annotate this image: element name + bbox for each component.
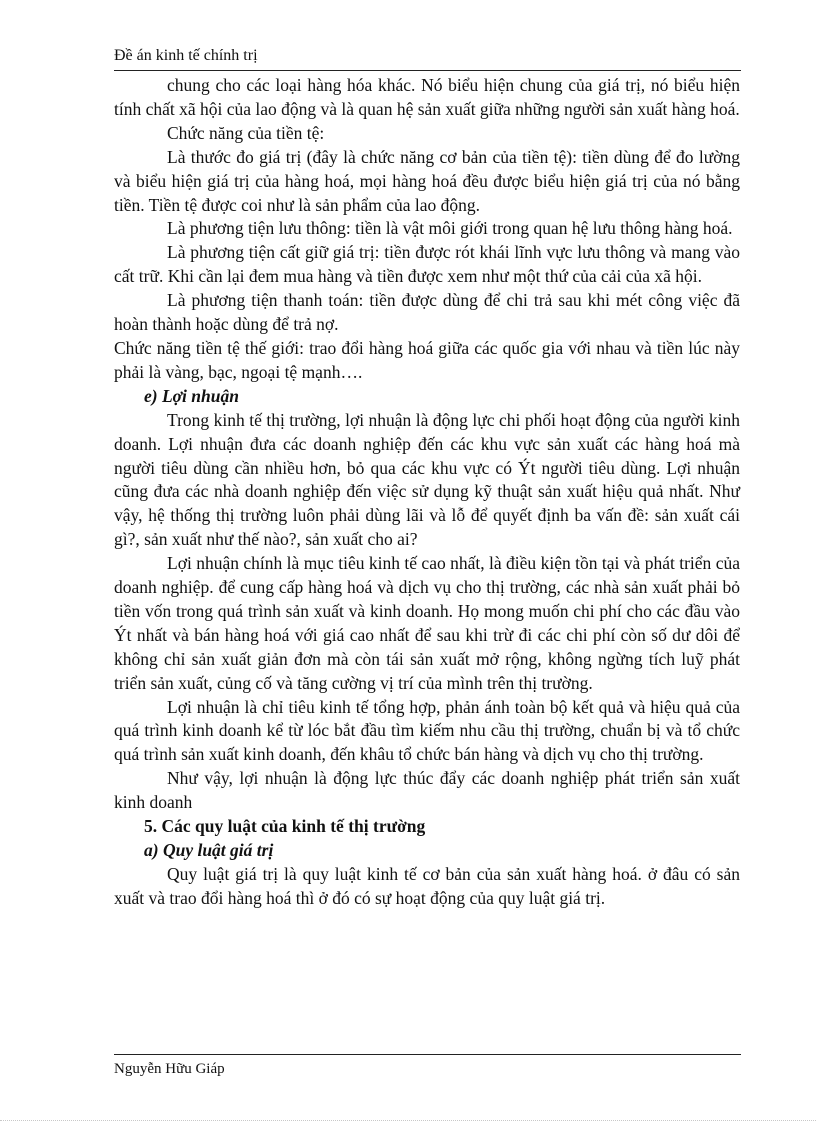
paragraph-measure-of-value: Là thước đo giá trị (đây là chức năng cơ bản của tiền tệ): tiền dùng để đo lường và biểu hiện giá trị của hàng hoá, mọi hàng hoá đều được biểu hiện giá trị của nó bằng tiền. Tiền tệ được coi như là sản phẩm của lao động. (114, 146, 740, 215)
paragraph-store-of-value: Là phương tiện cất giữ giá trị: tiền được rót khái lĩnh vực lưu thông và mang vào cất trữ. Khi cần lại đem mua hàng và tiền được xem như một thứ của cải của xã hội. (114, 242, 740, 287)
footer-rule (114, 1054, 741, 1055)
page-edge-divider (0, 1120, 816, 1121)
paragraph-profit-2: Lợi nhuận chính là mục tiêu kinh tế cao nhất, là điều kiện tồn tại và phát triển của doanh nghiệp. để cung cấp hàng hoá và dịch vụ cho thị trường, các nhà sản xuất phải bỏ tiền vốn trong quá trình sản xuất và kinh doanh. Họ mong muốn chi phí cho các đầu vào Ýt nhất và bán hàng hoá với giá cao nhất để sau khi trừ đi các chi phí còn số dư dôi để không chỉ sản xuất giản đơn mà còn tái sản xuất mở rộng, không ngừng tích luỹ phát triển sản xuất, củng cố và tăng cường vị trí của mình trên thị trường. (114, 553, 740, 693)
paragraph-circulation: Là phương tiện lưu thông: tiền là vật môi giới trong quan hệ lưu thông hàng hoá. (167, 218, 733, 239)
paragraph-profit-4: Như vậy, lợi nhuận là động lực thúc đẩy các doanh nghiệp phát triển sản xuất kinh doanh (114, 768, 740, 813)
paragraph-profit-1: Trong kinh tế thị trường, lợi nhuận là động lực chi phối hoạt động của người kinh doanh. Lợi nhuận đưa các doanh nghiệp đến các khu vực sản xuất các hàng hoá mà người tiêu dùng cần nhiều hơn, bỏ qua các khu vực có Ýt người tiêu dùng. Lợi nhuận cũng đưa các nhà doanh nghiệp đến việc sử dụng kỹ thuật sản xuất hiệu quả nhất. Như vậy, hệ thống thị trường luôn phải dùng lãi và lỗ để quyết định ba vấn đề: sản xuất cái gì?, sản xuất như thế nào?, sản xuất cho ai? (114, 409, 740, 550)
header-rule (114, 70, 741, 71)
paragraph-profit-3: Lợi nhuận là chỉ tiêu kinh tế tổng hợp, phản ánh toàn bộ kết quả và hiệu quả của quá trình kinh doanh kể từ lóc bắt đầu tìm kiếm nhu cầu thị trường, chuẩn bị và tổ chức quá trình sản xuất kinh doanh, đến khâu tổ chức bán hàng và dịch vụ cho thị trường. (114, 696, 740, 765)
section-heading-market-laws: 5. Các quy luật của kinh tế thị trường (144, 816, 426, 837)
paragraph-world-money: Chức năng tiền tệ thế giới: trao đổi hàng hoá giữa các quốc gia với nhau và tiền lúc này phải là vàng, bạc, ngoại tệ mạnh…. (114, 337, 740, 382)
section-heading-profit: e) Lợi nhuận (144, 385, 239, 406)
section-heading-law-of-value: a) Quy luật giá trị (144, 840, 274, 860)
page-footer-author: Nguyễn Hữu Giáp (114, 1061, 225, 1077)
paragraph-currency-functions: Chức năng của tiền tệ: (167, 122, 325, 143)
paragraph-law-of-value: Quy luật giá trị là quy luật kinh tế cơ bản của sản xuất hàng hoá. ở đâu có sản xuất và trao đổi hàng hoá thì ở đó có sự hoạt động của quy luật giá trị. (114, 863, 740, 908)
document-body (114, 74, 740, 911)
paragraph-continuation: chung cho các loại hàng hóa khác. Nó biểu hiện chung của giá trị, nó biểu hiện tính chất xã hội của lao động và là quan hệ sản xuất giữa những người sản xuất hàng hoá. (114, 75, 740, 119)
paragraph-payment: Là phương tiện thanh toán: tiền được dùng để chi trả sau khi mét công việc đã hoàn thành hoặc dùng để trả nợ. (114, 290, 740, 335)
page-header-title: Đề án kinh tế chính trị (114, 47, 258, 64)
